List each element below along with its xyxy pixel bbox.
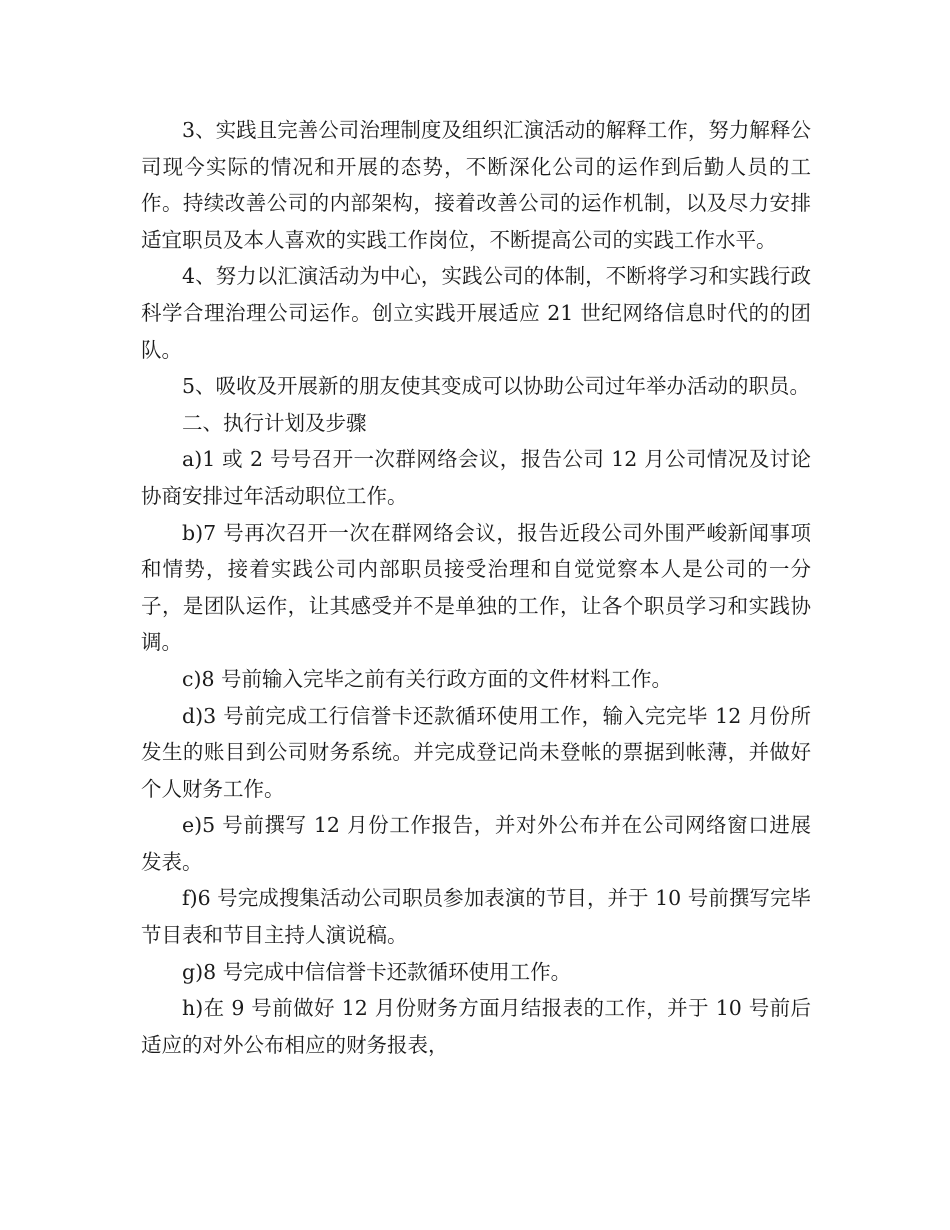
section-heading: 二、执行计划及步骤 [182,410,367,435]
paragraph-item-3: 3、实践且完善公司治理制度及组织汇演活动的解释工作，努力解释公司现今实际的情况和开展的态势，不断深化公司的运作到后勤人员的工作。持续改善公司的内部架构，接着改善公司的运作机制，以及尽力安排适宜职员及本人喜欢的实践工作岗位，不断提高公司的实践工作水平。 [141,118,811,252]
step-d: d)3 号前完成工行信誉卡还款循环使用工作，输入完完毕 12 月份所发生的账目到公司财务系统。并完成登记尚未登帐的票据到帐薄，并做好个人财务工作。 [141,703,811,801]
document-body [141,112,811,1063]
paragraph-item-4: 4、努力以汇演活动为中心，实践公司的体制，不断将学习和实践行政科学合理治理公司运作。创立实践开展适应 21 世纪网络信息时代的的团队。 [141,264,811,362]
step-f: f)6 号完成搜集活动公司职员参加表演的节目，并于 10 号前撰写完毕节目表和节目主持人演说稿。 [141,886,811,948]
paragraph-item-5: 5、吸收及开展新的朋友使其变成可以协助公司过年举办活动的职员。 [182,374,811,399]
step-b: b)7 号再次召开一次在群网络会议，报告近段公司外围严峻新闻事项和情势，接着实践公司内部职员接受治理和自觉觉察本人是公司的一分子，是团队运作，让其感受并不是单独的工作，让各个职员学习和实践协调。 [141,520,811,655]
step-h: h)在 9 号前做好 12 月份财务方面月结报表的工作，并于 10 号前后适应的对外公布相应的财务报表， [141,996,811,1057]
step-a: a)1 或 2 号号召开一次群网络会议，报告公司 12 月公司情况及讨论协商安排过年活动职位工作。 [141,447,811,508]
step-c: c)8 号前输入完毕之前有关行政方面的文件材料工作。 [182,666,673,691]
step-e: e)5 号前撰写 12 月份工作报告，并对外公布并在公司网络窗口进展发表。 [141,813,811,874]
step-g: g)8 号完成中信信誉卡还款循环使用工作。 [182,959,572,984]
